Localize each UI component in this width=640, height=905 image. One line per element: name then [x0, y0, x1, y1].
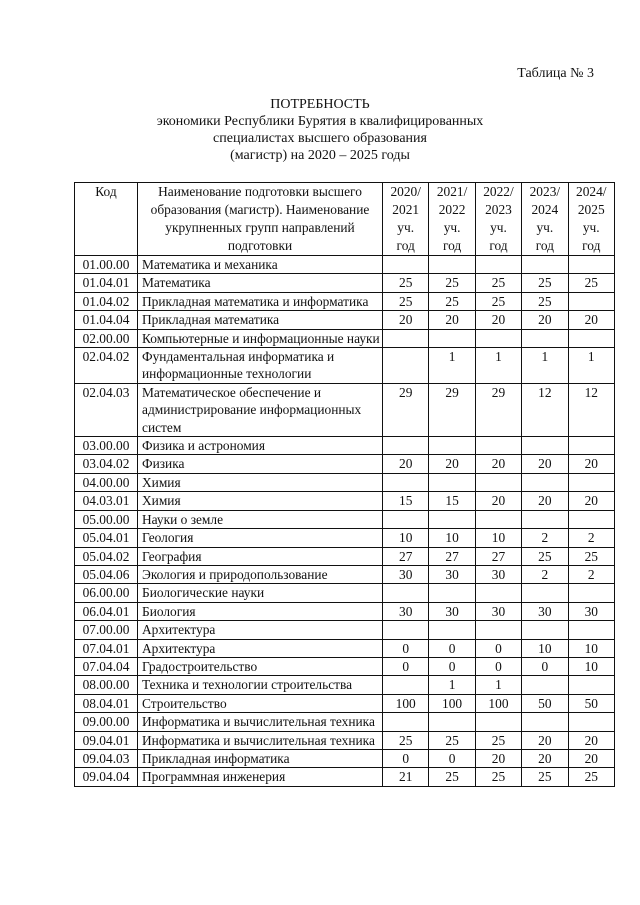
cell-name: Экология и природопользование — [138, 565, 383, 583]
cell-code: 09.04.03 — [75, 749, 138, 767]
cell-value: 25 — [568, 768, 614, 786]
year-part: 2024/ — [576, 184, 607, 199]
cell-value — [522, 510, 568, 528]
cell-value: 25 — [522, 292, 568, 310]
cell-code: 01.00.00 — [75, 256, 138, 274]
cell-name: Фундаментальная информатика и информационные технологии — [138, 348, 383, 384]
heading-line-3: специалистах высшего образования — [213, 131, 427, 146]
cell-value — [383, 437, 429, 455]
cell-value: 10 — [568, 657, 614, 675]
year-part: 2024 — [531, 202, 559, 217]
cell-value — [568, 256, 614, 274]
heading-title: ПОТРЕБНОСТЬ — [270, 97, 370, 112]
cell-value: 10 — [429, 529, 475, 547]
table-row — [75, 731, 615, 749]
year-part: уч. — [490, 220, 507, 235]
cell-name: Программная инженерия — [138, 768, 383, 786]
cell-value: 25 — [383, 292, 429, 310]
cell-value — [383, 348, 429, 384]
cell-value: 100 — [383, 694, 429, 712]
cell-name: Математика — [138, 274, 383, 292]
cell-value: 20 — [568, 455, 614, 473]
cell-value — [522, 437, 568, 455]
cell-value: 25 — [475, 274, 521, 292]
cell-name: Компьютерные и информационные науки — [138, 329, 383, 347]
cell-value: 25 — [475, 292, 521, 310]
table-row — [75, 621, 615, 639]
cell-value: 2 — [522, 565, 568, 583]
cell-code: 09.04.01 — [75, 731, 138, 749]
cell-value: 20 — [475, 455, 521, 473]
cell-value: 29 — [429, 383, 475, 436]
year-part: уч. — [397, 220, 415, 235]
table-row — [75, 256, 615, 274]
cell-value: 1 — [522, 348, 568, 384]
cell-value: 100 — [475, 694, 521, 712]
cell-value — [568, 437, 614, 455]
cell-value: 12 — [568, 383, 614, 436]
cell-value — [522, 329, 568, 347]
year-part: год — [535, 238, 554, 253]
cell-name: Прикладная математика и информатика — [138, 292, 383, 310]
cell-value: 25 — [522, 547, 568, 565]
column-header-code: Код — [75, 183, 138, 256]
column-header-year — [383, 183, 429, 256]
table-row — [75, 437, 615, 455]
table-row — [75, 565, 615, 583]
cell-name: Биология — [138, 602, 383, 620]
cell-value: 1 — [429, 348, 475, 384]
cell-value: 25 — [475, 768, 521, 786]
cell-name: Химия — [138, 473, 383, 491]
cell-code: 06.04.01 — [75, 602, 138, 620]
cell-value — [568, 292, 614, 310]
cell-value: 20 — [475, 492, 521, 510]
cell-value: 0 — [383, 639, 429, 657]
cell-value: 20 — [522, 311, 568, 329]
cell-name: Архитектура — [138, 639, 383, 657]
cell-name: Строительство — [138, 694, 383, 712]
cell-code: 05.00.00 — [75, 510, 138, 528]
cell-name: Информатика и вычислительная техника — [138, 731, 383, 749]
cell-value: 0 — [383, 749, 429, 767]
cell-value: 30 — [475, 602, 521, 620]
year-part: 2021 — [392, 202, 420, 217]
year-part: 2020/ — [390, 184, 421, 199]
table-row — [75, 749, 615, 767]
cell-value — [429, 713, 475, 731]
cell-value: 10 — [568, 639, 614, 657]
cell-code: 05.04.02 — [75, 547, 138, 565]
cell-code: 08.00.00 — [75, 676, 138, 694]
cell-value: 29 — [475, 383, 521, 436]
cell-value: 0 — [475, 639, 521, 657]
heading-line-2: экономики Республики Бурятия в квалифицированных — [156, 114, 484, 129]
table-row — [75, 584, 615, 602]
cell-value — [429, 584, 475, 602]
cell-value — [568, 329, 614, 347]
cell-value: 20 — [568, 731, 614, 749]
year-part: уч. — [443, 220, 461, 235]
table-row — [75, 274, 615, 292]
column-header-year — [568, 183, 614, 256]
cell-value: 15 — [383, 492, 429, 510]
cell-value: 25 — [522, 768, 568, 786]
cell-value — [383, 510, 429, 528]
table-row — [75, 492, 615, 510]
year-part: уч. — [582, 220, 600, 235]
cell-value — [475, 437, 521, 455]
cell-code: 08.04.01 — [75, 694, 138, 712]
cell-value: 0 — [429, 657, 475, 675]
table-row — [75, 473, 615, 491]
cell-value: 1 — [429, 676, 475, 694]
demand-table — [74, 182, 615, 787]
table-row — [75, 510, 615, 528]
cell-value — [568, 676, 614, 694]
cell-code: 09.00.00 — [75, 713, 138, 731]
table-row — [75, 676, 615, 694]
cell-value — [429, 329, 475, 347]
year-part: 2023 — [485, 202, 512, 217]
table-row — [75, 455, 615, 473]
cell-code: 01.04.02 — [75, 292, 138, 310]
cell-code: 01.04.04 — [75, 311, 138, 329]
cell-value: 25 — [568, 547, 614, 565]
cell-value: 30 — [383, 602, 429, 620]
column-header-year — [522, 183, 568, 256]
cell-value — [383, 329, 429, 347]
cell-name: Химия — [138, 492, 383, 510]
year-part: год — [489, 238, 508, 253]
cell-code: 07.04.04 — [75, 657, 138, 675]
table-row — [75, 713, 615, 731]
cell-value — [522, 473, 568, 491]
cell-value — [522, 621, 568, 639]
cell-value: 30 — [429, 602, 475, 620]
cell-code: 02.00.00 — [75, 329, 138, 347]
table-row — [75, 639, 615, 657]
cell-code: 02.04.03 — [75, 383, 138, 436]
cell-value: 10 — [475, 529, 521, 547]
cell-value: 20 — [568, 749, 614, 767]
table-row — [75, 529, 615, 547]
cell-value — [383, 473, 429, 491]
cell-code: 04.00.00 — [75, 473, 138, 491]
cell-value: 100 — [429, 694, 475, 712]
cell-name: Физика и астрономия — [138, 437, 383, 455]
cell-name: География — [138, 547, 383, 565]
cell-value — [568, 473, 614, 491]
table-row — [75, 547, 615, 565]
cell-value: 10 — [522, 639, 568, 657]
cell-value: 20 — [522, 731, 568, 749]
cell-code: 07.04.01 — [75, 639, 138, 657]
cell-value: 50 — [522, 694, 568, 712]
cell-value — [568, 510, 614, 528]
cell-value — [475, 621, 521, 639]
cell-value: 25 — [429, 274, 475, 292]
cell-code: 06.00.00 — [75, 584, 138, 602]
cell-value: 50 — [568, 694, 614, 712]
table-row — [75, 694, 615, 712]
cell-value: 20 — [383, 311, 429, 329]
column-header-year — [429, 183, 475, 256]
table-row — [75, 292, 615, 310]
cell-value: 12 — [522, 383, 568, 436]
cell-value: 20 — [568, 311, 614, 329]
table-row — [75, 348, 615, 384]
cell-name: Науки о земле — [138, 510, 383, 528]
table-row — [75, 311, 615, 329]
table-row — [75, 657, 615, 675]
cell-value — [383, 713, 429, 731]
cell-value: 1 — [475, 348, 521, 384]
year-part: год — [396, 238, 415, 253]
heading-line-4: (магистр) на 2020 – 2025 годы — [230, 148, 410, 163]
table-number-label: Таблица № 3 — [517, 66, 594, 81]
table-row — [75, 329, 615, 347]
cell-value — [475, 510, 521, 528]
cell-code: 01.04.01 — [75, 274, 138, 292]
cell-value: 20 — [568, 492, 614, 510]
cell-value: 25 — [475, 731, 521, 749]
cell-name: Математика и механика — [138, 256, 383, 274]
cell-name: Прикладная информатика — [138, 749, 383, 767]
cell-value: 20 — [522, 749, 568, 767]
cell-value — [475, 473, 521, 491]
year-part: 2022 — [438, 202, 466, 217]
cell-value: 20 — [475, 749, 521, 767]
cell-value: 20 — [429, 311, 475, 329]
cell-value: 20 — [475, 311, 521, 329]
cell-name: Физика — [138, 455, 383, 473]
cell-name: Биологические науки — [138, 584, 383, 602]
cell-value — [568, 621, 614, 639]
cell-value: 0 — [522, 657, 568, 675]
cell-name: Градостроительство — [138, 657, 383, 675]
cell-value — [522, 256, 568, 274]
cell-name: Прикладная математика — [138, 311, 383, 329]
cell-value: 27 — [383, 547, 429, 565]
column-header-name: Наименование подготовки высшего образования (магистр). Наименование укрупненных групп направлений подготовки — [138, 183, 383, 256]
cell-value: 29 — [383, 383, 429, 436]
cell-code: 04.03.01 — [75, 492, 138, 510]
cell-value — [475, 256, 521, 274]
cell-value: 20 — [522, 492, 568, 510]
cell-code: 09.04.04 — [75, 768, 138, 786]
cell-code: 03.00.00 — [75, 437, 138, 455]
cell-name: Геология — [138, 529, 383, 547]
year-part: 2023/ — [529, 184, 561, 199]
cell-value — [429, 510, 475, 528]
cell-value — [429, 621, 475, 639]
table-row — [75, 768, 615, 786]
year-part: год — [582, 238, 601, 253]
cell-value: 25 — [429, 731, 475, 749]
cell-code: 07.00.00 — [75, 621, 138, 639]
cell-value: 20 — [383, 455, 429, 473]
cell-value: 0 — [429, 639, 475, 657]
year-part: уч. — [536, 220, 554, 235]
cell-value: 30 — [568, 602, 614, 620]
cell-value: 25 — [383, 274, 429, 292]
cell-value: 10 — [383, 529, 429, 547]
cell-value: 2 — [568, 565, 614, 583]
cell-value: 25 — [522, 274, 568, 292]
cell-value — [383, 621, 429, 639]
cell-name: Математическое обеспечение и администрирование информационных систем — [138, 383, 383, 436]
cell-value: 30 — [522, 602, 568, 620]
table-row — [75, 383, 615, 436]
year-part: 2021/ — [436, 184, 468, 199]
cell-value — [429, 473, 475, 491]
cell-code: 02.04.02 — [75, 348, 138, 384]
cell-value: 30 — [475, 565, 521, 583]
cell-value: 30 — [383, 565, 429, 583]
cell-name: Архитектура — [138, 621, 383, 639]
cell-value: 27 — [429, 547, 475, 565]
table-row — [75, 602, 615, 620]
cell-value — [429, 437, 475, 455]
cell-value: 20 — [429, 455, 475, 473]
cell-value — [475, 584, 521, 602]
cell-value — [475, 713, 521, 731]
cell-value — [568, 584, 614, 602]
cell-value: 0 — [475, 657, 521, 675]
cell-value — [429, 256, 475, 274]
table-heading — [0, 96, 640, 164]
cell-value: 25 — [429, 768, 475, 786]
cell-value: 2 — [522, 529, 568, 547]
cell-value: 0 — [429, 749, 475, 767]
cell-value: 25 — [383, 731, 429, 749]
cell-value — [568, 713, 614, 731]
cell-name: Информатика и вычислительная техника — [138, 713, 383, 731]
cell-value: 1 — [475, 676, 521, 694]
cell-name: Техника и технологии строительства — [138, 676, 383, 694]
year-part: год — [442, 238, 462, 253]
table-body — [75, 256, 615, 787]
cell-value — [522, 713, 568, 731]
cell-value — [383, 256, 429, 274]
cell-value — [383, 584, 429, 602]
year-part: 2025 — [577, 202, 605, 217]
table-header-row — [75, 183, 615, 256]
cell-value: 1 — [568, 348, 614, 384]
cell-code: 03.04.02 — [75, 455, 138, 473]
cell-code: 05.04.01 — [75, 529, 138, 547]
cell-value: 15 — [429, 492, 475, 510]
cell-value: 27 — [475, 547, 521, 565]
cell-value: 0 — [383, 657, 429, 675]
cell-value — [475, 329, 521, 347]
cell-value — [522, 676, 568, 694]
cell-value: 25 — [429, 292, 475, 310]
year-part: 2022/ — [483, 184, 514, 199]
column-header-year — [475, 183, 521, 256]
cell-value: 30 — [429, 565, 475, 583]
cell-value — [522, 584, 568, 602]
cell-value: 25 — [568, 274, 614, 292]
cell-value: 20 — [522, 455, 568, 473]
cell-value: 21 — [383, 768, 429, 786]
cell-value — [383, 676, 429, 694]
cell-value: 2 — [568, 529, 614, 547]
cell-code: 05.04.06 — [75, 565, 138, 583]
